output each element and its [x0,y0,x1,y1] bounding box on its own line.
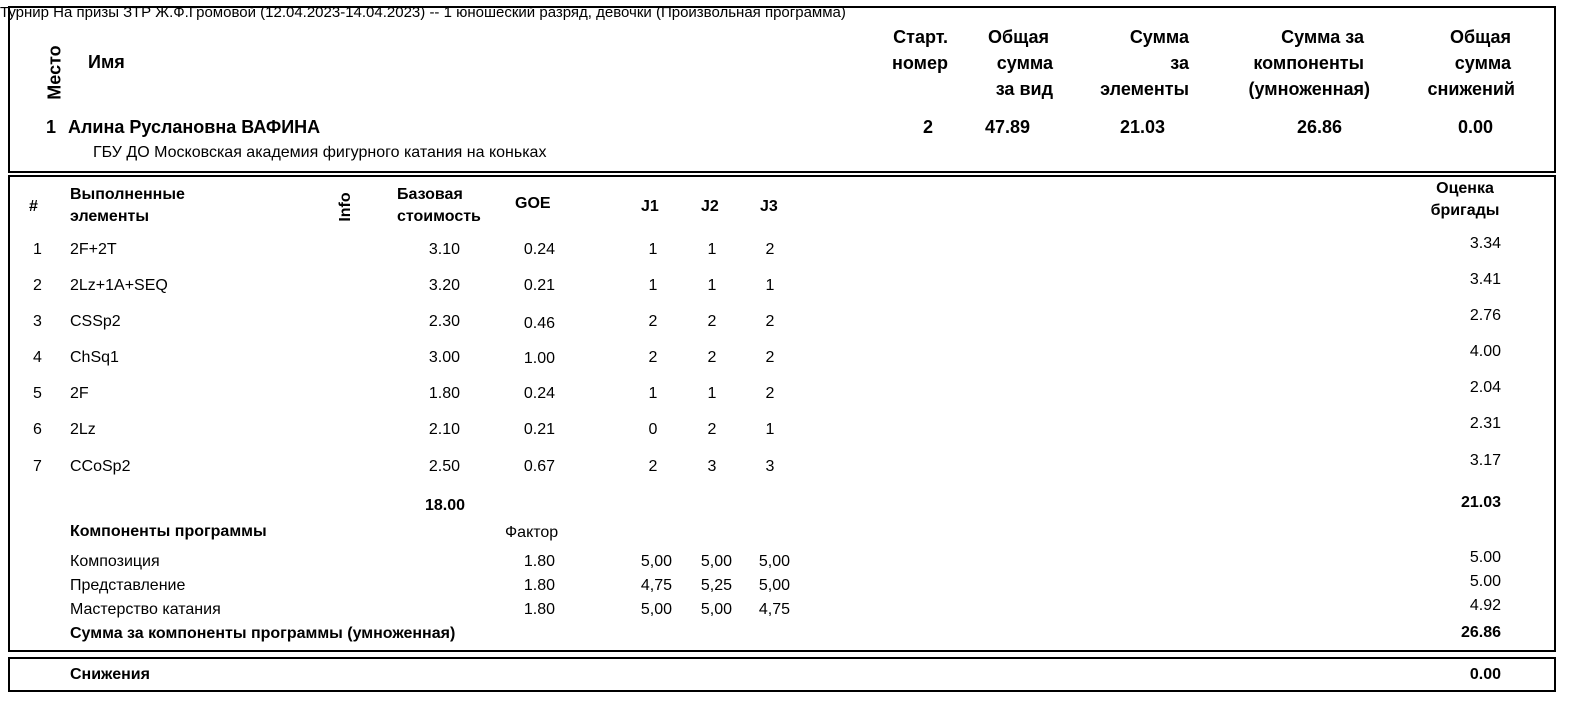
element-base-value: 3.00 [428,349,460,366]
element-j2: 2 [707,421,717,438]
element-panel-score: 4.00 [1469,343,1501,360]
base-value-header: Базовая стоимость [397,186,481,225]
element-goe: 1.00 [523,350,555,367]
component-j2: 5,00 [700,553,732,570]
element-j2: 1 [707,277,717,294]
element-j2: 3 [707,458,717,475]
element-number: 1 [33,241,42,258]
elements-score-value: 21.03 [1119,117,1166,137]
elements-score-header: Сумма за элементы [1100,27,1189,99]
element-code: CCoSp2 [70,458,131,475]
element-base-value: 1.80 [428,385,460,402]
component-name: Представление [70,577,186,594]
element-j2: 2 [707,313,717,330]
element-base-value: 2.30 [428,313,460,330]
deductions-label: Снижения [70,666,150,683]
element-j3: 2 [765,349,775,366]
component-factor: 1.80 [523,577,555,594]
element-base-value: 3.10 [428,241,460,258]
total-score-value: 47.89 [984,117,1031,137]
base-total: 18.00 [424,497,465,514]
element-j1: 0 [648,421,658,438]
components-title: Компоненты программы [70,523,267,540]
deductions-header: Общая сумма снижений [1427,27,1515,99]
element-j1: 1 [648,241,658,258]
element-goe: 0.21 [523,421,555,438]
num-header: # [29,198,38,215]
element-j2: 1 [707,241,717,258]
components-total-label: Сумма за компоненты программы (умноженная) [70,625,456,642]
component-score: 5.00 [1469,573,1501,590]
element-number: 4 [33,349,42,366]
element-code: 2Lz [70,421,96,438]
element-j1: 1 [648,277,658,294]
component-j3: 4,75 [758,601,790,618]
component-score: 4.92 [1469,597,1501,614]
factor-header: Фактор [505,524,559,541]
element-panel-score: 3.34 [1469,235,1501,252]
element-code: 2F [70,385,89,402]
element-code: 2F+2T [70,241,117,258]
panel-score-header: Оценка бригады [1430,180,1500,219]
component-name: Мастерство катания [70,601,221,618]
element-j3: 2 [765,241,775,258]
element-j3: 2 [765,313,775,330]
element-goe: 0.21 [523,277,555,294]
info-header: Info [337,192,354,222]
element-base-value: 2.10 [428,421,460,438]
component-score: 5.00 [1469,549,1501,566]
element-number: 5 [33,385,42,402]
j2-header: J2 [701,198,719,215]
element-j3: 3 [765,458,775,475]
element-number: 6 [33,421,42,438]
element-j1: 1 [648,385,658,402]
element-panel-score: 3.41 [1469,271,1501,288]
element-j1: 2 [648,313,658,330]
element-goe: 0.24 [523,385,555,402]
goe-header: GOE [515,195,551,212]
element-j3: 1 [765,421,775,438]
component-j1: 5,00 [640,601,672,618]
element-base-value: 3.20 [428,277,460,294]
deductions-total-value: 0.00 [1469,666,1501,683]
component-j2: 5,00 [700,601,732,618]
element-j3: 1 [765,277,775,294]
element-code: 2Lz+1A+SEQ [70,277,168,294]
element-goe: 0.46 [523,315,555,332]
deductions-box [8,657,1556,692]
skater-club: ГБУ ДО Московская академия фигурного катания на коньках [93,144,547,161]
element-code: CSSp2 [70,313,121,330]
components-total-value: 26.86 [1460,624,1501,641]
component-j1: 4,75 [640,577,672,594]
element-j1: 2 [648,349,658,366]
deductions-value: 0.00 [1457,117,1494,137]
j1-header: J1 [641,198,659,215]
component-j2: 5,25 [700,577,732,594]
j3-header: J3 [760,198,778,215]
element-j1: 2 [648,458,658,475]
component-j3: 5,00 [758,553,790,570]
start-number-value: 2 [922,117,933,137]
place-value: 1 [46,117,57,137]
total-header: Общая сумма за вид [987,27,1053,99]
element-goe: 0.24 [523,241,555,258]
element-panel-score: 2.31 [1469,415,1501,432]
element-number: 2 [33,277,42,294]
element-panel-score: 2.04 [1469,379,1501,396]
place-header: Место [44,45,65,100]
name-header: Имя [88,52,125,72]
element-goe: 0.67 [523,458,555,475]
event-title: Турнир На призы ЗТР Ж.Ф.Громовой (12.04.2023-14.04.2023) -- 1 юношеский разряд, девочки (Произвольная программа) [0,4,846,21]
element-panel-score: 3.17 [1469,452,1501,469]
panel-total: 21.03 [1460,494,1501,511]
start-header: Старт. номер [892,27,948,73]
component-j3: 5,00 [758,577,790,594]
element-number: 3 [33,313,42,330]
elements-header: Выполненные элементы [70,186,185,225]
element-j3: 2 [765,385,775,402]
element-j2: 2 [707,349,717,366]
component-j1: 5,00 [640,553,672,570]
element-j2: 1 [707,385,717,402]
component-factor: 1.80 [523,553,555,570]
element-number: 7 [33,458,42,475]
element-code: ChSq1 [70,349,119,366]
components-score-value: 26.86 [1296,117,1343,137]
component-factor: 1.80 [523,601,555,618]
skater-name: Алина Руслановна ВАФИНА [68,117,321,137]
element-base-value: 2.50 [428,458,460,475]
components-score-header: Сумма за компоненты (умноженная) [1248,27,1370,99]
element-panel-score: 2.76 [1469,307,1501,324]
component-name: Композиция [70,553,160,570]
